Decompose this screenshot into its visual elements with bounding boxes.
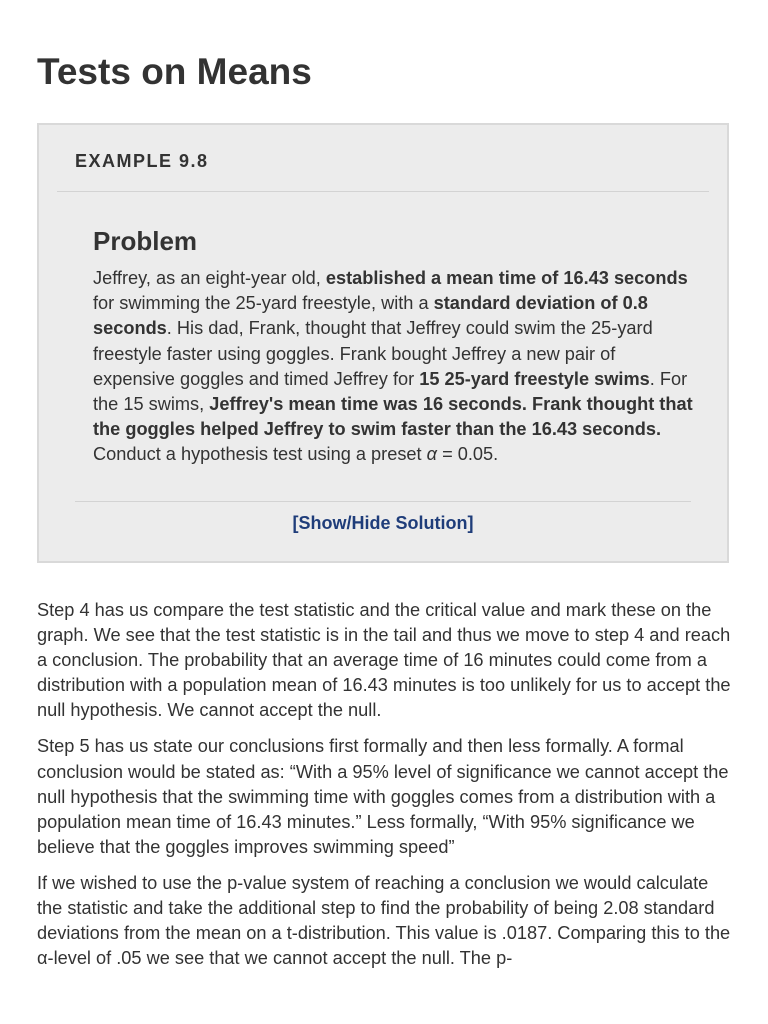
problem-heading: Problem: [93, 226, 198, 256]
problem-text-segment: α: [426, 444, 438, 465]
problem-text-segment: = 0.05.: [437, 444, 499, 465]
article-body: [37, 598, 737, 971]
example-box: [37, 123, 729, 563]
problem-text-segment: established a mean time of 16.43 seconds: [325, 268, 688, 288]
problem-text-segment: Conduct a hypothesis test using a preset: [93, 444, 427, 465]
example-divider: [57, 191, 709, 192]
problem-text-segment: . For the 15 swims,: [93, 368, 688, 415]
problem-text-segment: . His dad, Frank, thought that Jeffrey could swim the 25-yard freestyle faster using goggles. Frank bought Jeffrey a new pair of expensive goggles and timed Jeffrey for: [93, 318, 653, 389]
problem-text-segment: for swimming the 25-yard freestyle, with a: [93, 293, 434, 314]
problem-text-segment: 15 25-yard freestyle swims: [419, 368, 650, 389]
problem-text: [93, 266, 693, 468]
problem-text-segment: standard deviation of 0.8 seconds: [93, 293, 648, 339]
solution-divider: [75, 501, 691, 502]
paragraph-step-5: Step 5 has us state our conclusions first formally and then less formally. A formal conclusion would be stated as: “With a 95% level of significance we cannot accept the null hypothesis that the swimming time with goggles comes from a distribution with a population mean time of 16.43 minutes.” Less formally, “With 95% significance we believe that the goggles improves swimming speed”: [37, 736, 729, 857]
paragraph-p-value: If we wished to use the p-value system of reaching a conclusion we would calculate the statistic and take the additional step to find the probability of being 2.08 standard deviations from the mean on a t-distribution. This value is .0187. Comparing this to the α-level of .05 we see that we cannot accept the null. The p-: [37, 872, 731, 969]
page-title: Tests on Means: [37, 51, 312, 92]
problem-text-segment: Jeffrey's mean time was 16 seconds. Frank thought that the goggles helped Jeffrey to swim faster than the 16.43 seconds.: [93, 394, 693, 440]
show-hide-solution-link[interactable]: [Show/Hide Solution]: [292, 513, 474, 533]
paragraph-step-4: Step 4 has us compare the test statistic and the critical value and mark these on the graph. We see that the test statistic is in the tail and thus we move to step 4 and reach a conclusion. The probability that an average time of 16 minutes could come from a distribution with a population mean of 16.43 minutes is too unlikely for us to accept the null hypothesis. We cannot accept the null.: [37, 600, 731, 721]
problem-text-segment: Jeffrey, as an eight-year old,: [93, 268, 326, 288]
example-label: EXAMPLE 9.8: [75, 151, 209, 171]
